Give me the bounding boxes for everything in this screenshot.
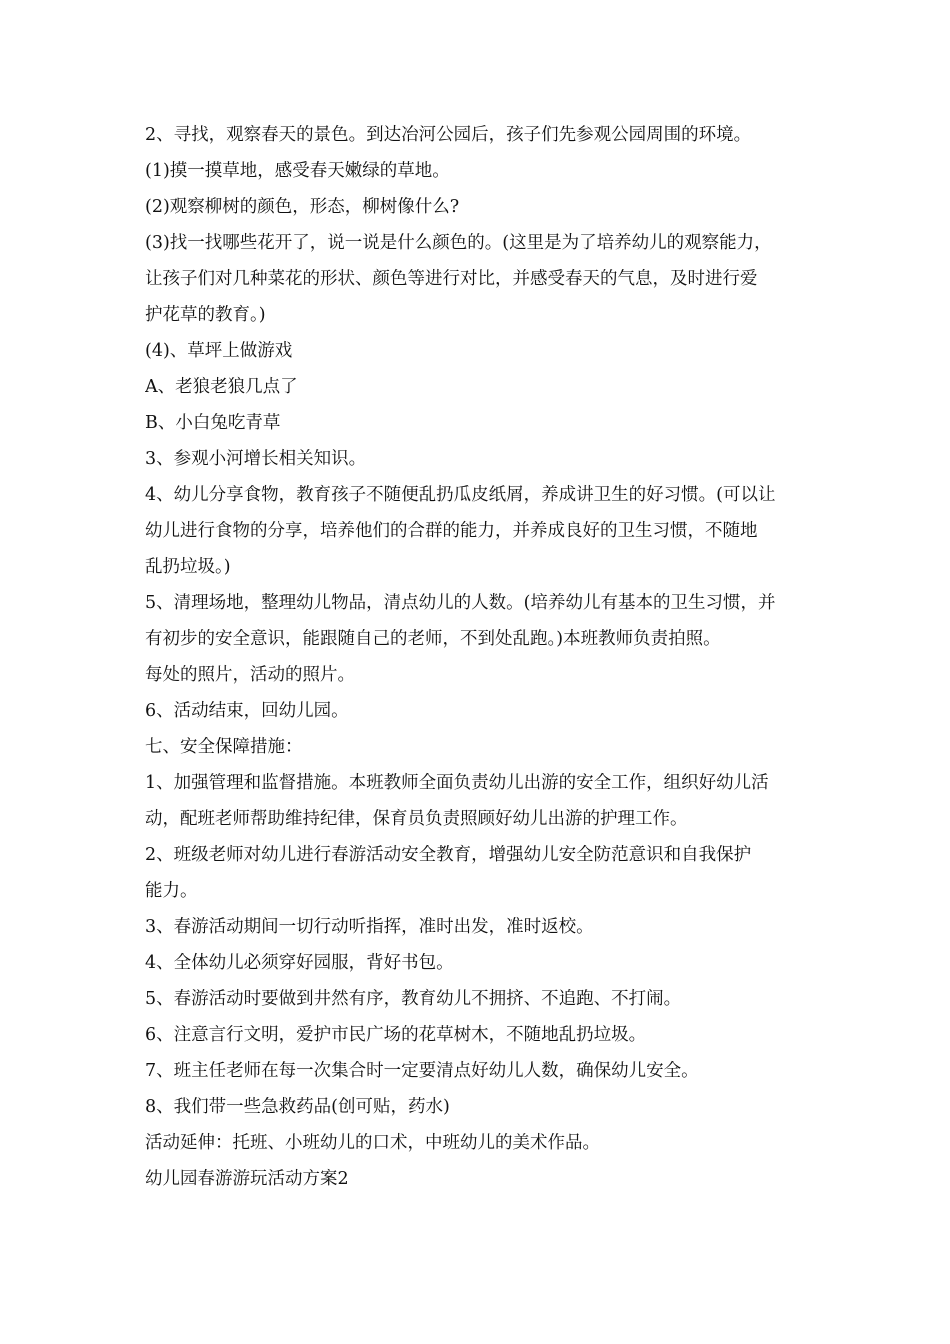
document-title-next: 幼儿园春游游玩活动方案2 [145, 1169, 349, 1189]
text-line: 3、春游活动期间一切行动听指挥，准时出发，准时返校。 [145, 917, 594, 937]
text-line: A、老狼老狼几点了 [145, 377, 298, 397]
text-line: 8、我们带一些急救药品(创可贴，药水) [145, 1097, 450, 1117]
text-line: 4、幼儿分享食物，教育孩子不随便乱扔瓜皮纸屑，养成讲卫生的好习惯。(可以让 [145, 485, 776, 505]
text-line: B、小白兔吃青草 [145, 413, 281, 433]
text-line: 7、班主任老师在每一次集合时一定要清点好幼儿人数，确保幼儿安全。 [145, 1061, 699, 1081]
text-line: 护花草的教育。) [145, 305, 266, 325]
document-body [145, 117, 815, 1197]
text-line: 让孩子们对几种菜花的形状、颜色等进行对比，并感受春天的气息，及时进行爱 [145, 269, 758, 289]
text-line: 5、清理场地，整理幼儿物品，清点幼儿的人数。(培养幼儿有基本的卫生习惯，并 [145, 593, 776, 613]
text-line: 每处的照片，活动的照片。 [145, 665, 355, 685]
text-line: 6、活动结束，回幼儿园。 [145, 701, 349, 721]
text-line: 2、寻找，观察春天的景色。到达冶河公园后，孩子们先参观公园周围的环境。 [145, 125, 752, 145]
text-line: 4、全体幼儿必须穿好园服，背好书包。 [145, 953, 454, 973]
text-line: (3)找一找哪些花开了，说一说是什么颜色的。(这里是为了培养幼儿的观察能力， [145, 233, 772, 253]
text-line: 能力。 [145, 881, 198, 901]
text-line: 2、班级老师对幼儿进行春游活动安全教育，增强幼儿安全防范意识和自我保护 [145, 845, 752, 865]
text-line: (1)摸一摸草地，感受春天嫩绿的草地。 [145, 161, 450, 181]
section-heading: 七、安全保障措施： [145, 737, 303, 757]
text-line: (4)、草坪上做游戏 [145, 341, 293, 361]
text-line: 幼儿进行食物的分享，培养他们的合群的能力，并养成良好的卫生习惯，不随地 [145, 521, 758, 541]
text-line: 有初步的安全意识，能跟随自己的老师，不到处乱跑。)本班教师负责拍照。 [145, 629, 721, 649]
text-line: 1、加强管理和监督措施。本班教师全面负责幼儿出游的安全工作，组织好幼儿活 [145, 773, 769, 793]
text-line: 5、春游活动时要做到井然有序，教育幼儿不拥挤、不追跑、不打闹。 [145, 989, 682, 1009]
text-line: 动，配班老师帮助维持纪律，保育员负责照顾好幼儿出游的护理工作。 [145, 809, 688, 829]
text-line: 活动延伸：托班、小班幼儿的口术，中班幼儿的美术作品。 [145, 1133, 600, 1153]
text-line: 乱扔垃圾。) [145, 557, 231, 577]
text-line: 6、注意言行文明，爱护市民广场的花草树木，不随地乱扔垃圾。 [145, 1025, 647, 1045]
text-line: (2)观察柳树的颜色，形态，柳树像什么? [145, 197, 460, 217]
text-line: 3、参观小河增长相关知识。 [145, 449, 367, 469]
